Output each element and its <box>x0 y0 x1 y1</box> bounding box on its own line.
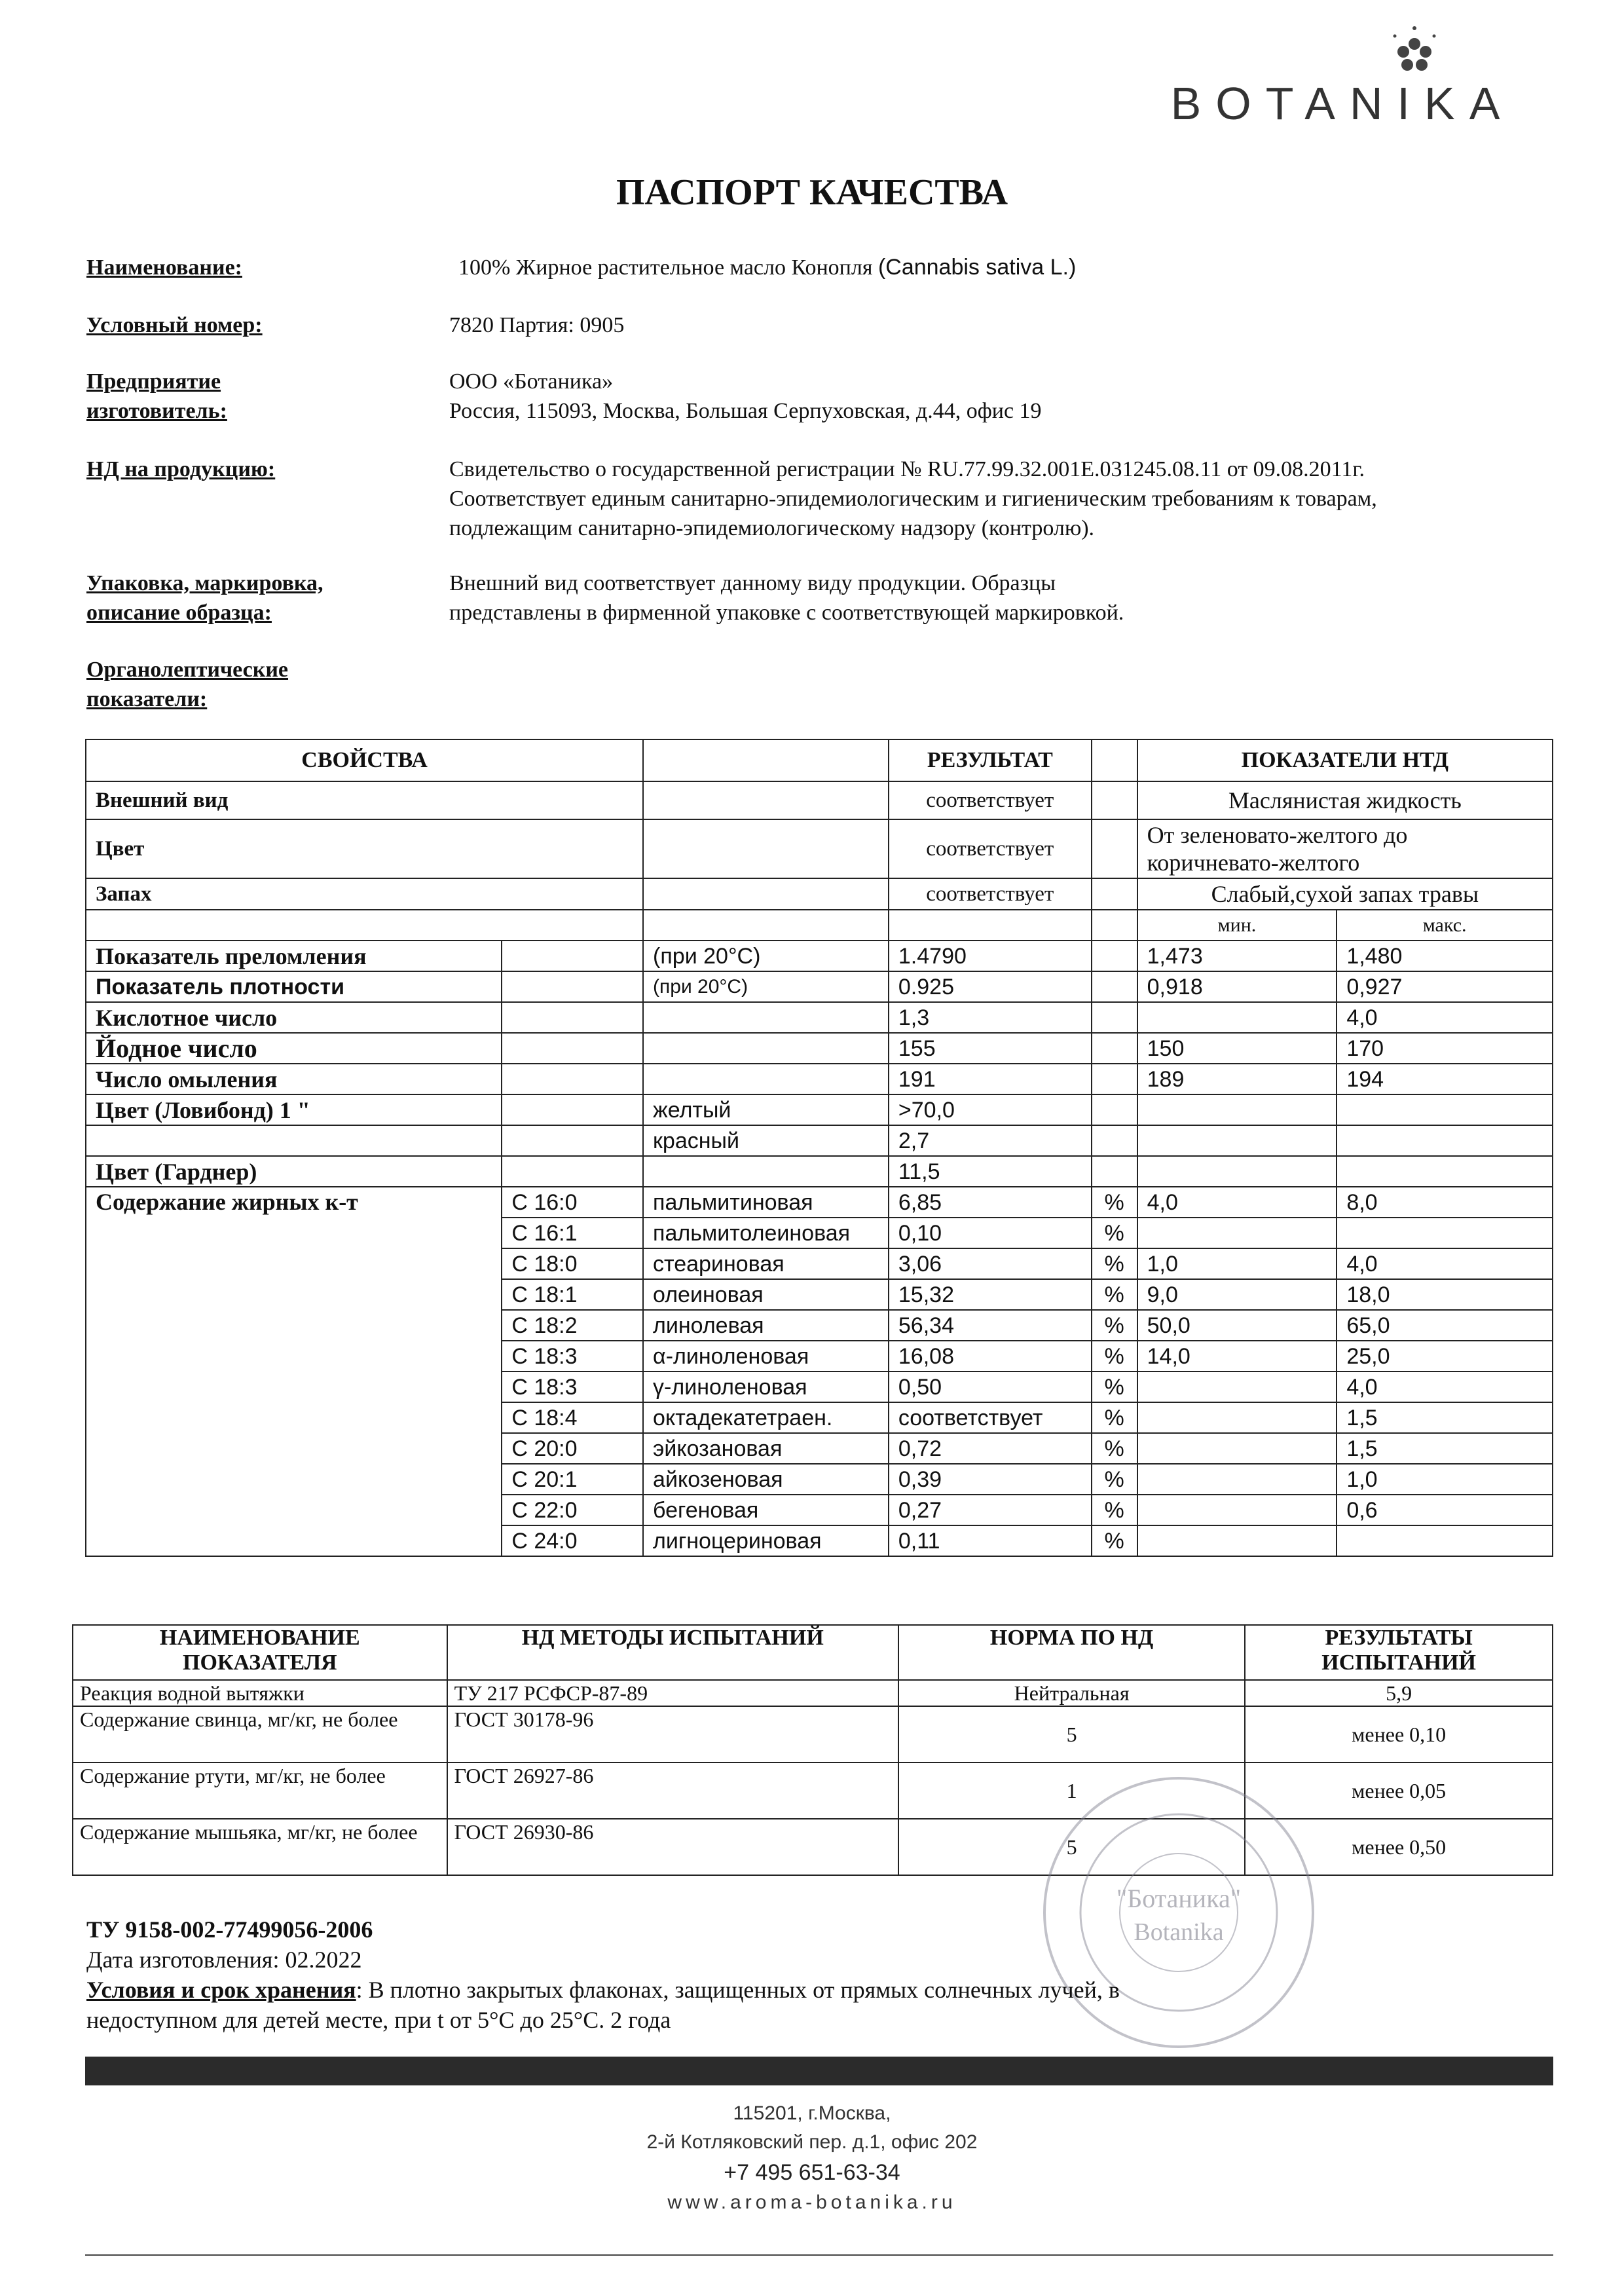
test-method: ГОСТ 26930-86 <box>447 1819 898 1875</box>
fatty-acid-row <box>86 1464 1553 1495</box>
test-result: менее 0,10 <box>1245 1706 1553 1763</box>
acid-result: 0,11 <box>889 1525 1092 1556</box>
appearance-ntd: Маслянистая жидкость <box>1137 781 1553 819</box>
color-label: Цвет <box>86 819 643 878</box>
acid-max: 18,0 <box>1337 1279 1553 1310</box>
fatty-acid-row <box>86 1310 1553 1341</box>
acid-name: α-линоленовая <box>643 1341 889 1371</box>
test-norm: 5 <box>898 1706 1245 1763</box>
density-label: Показатель плотности <box>86 971 502 1002</box>
percent-sign: % <box>1092 1187 1137 1218</box>
acid-max: 4,0 <box>1337 1248 1553 1279</box>
density-cond: (при 20°С) <box>643 971 889 1002</box>
acid-name: айкозеновая <box>643 1464 889 1495</box>
empty-cell <box>86 1310 502 1341</box>
max-header: макс. <box>1337 910 1553 941</box>
maker-label-2: изготовитель: <box>86 399 227 423</box>
density-max: 0,927 <box>1337 971 1553 1002</box>
organo-label-1: Органолептические <box>86 658 289 682</box>
empty-cell <box>86 1371 502 1402</box>
acid-min <box>1137 1402 1337 1433</box>
test-row <box>73 1763 1553 1819</box>
acid-min: 50,0 <box>1137 1310 1337 1341</box>
acid-result: 6,85 <box>889 1187 1092 1218</box>
acid-name: лигноцериновая <box>643 1525 889 1556</box>
test-norm: Нейтральная <box>898 1680 1245 1706</box>
test-result: менее 0,05 <box>1245 1763 1553 1819</box>
lovibond-yellow-result: >70,0 <box>889 1094 1092 1125</box>
acid-min: 4,0 <box>1137 1187 1337 1218</box>
header-properties: СВОЙСТВА <box>86 739 643 781</box>
name-value: 100% Жирное растительное масло Конопля (Cannabis sativa L.) <box>458 255 1077 280</box>
lovibond-label: Цвет (Ловибонд) 1 " <box>86 1094 502 1125</box>
test-row <box>73 1706 1553 1763</box>
name-label: Наименование: <box>86 255 242 280</box>
empty-cell <box>86 1464 502 1495</box>
refraction-min: 1,473 <box>1137 941 1337 971</box>
acid-result: 0,10 <box>889 1218 1092 1248</box>
address-line-1: 115201, г.Москва, <box>733 2102 891 2124</box>
test-method: ГОСТ 30178-96 <box>447 1706 898 1763</box>
empty-cell <box>86 1218 502 1248</box>
acid-name: бегеновая <box>643 1495 889 1525</box>
acid-min <box>1137 1464 1337 1495</box>
acid-min: 14,0 <box>1137 1341 1337 1371</box>
acid-code: С 24:0 <box>502 1525 643 1556</box>
test-name: Содержание мышьяка, мг/кг, не более <box>73 1819 447 1875</box>
acid-max <box>1337 1525 1553 1556</box>
acid-result: соответствует <box>889 1402 1092 1433</box>
percent-sign: % <box>1092 1248 1137 1279</box>
color-ntd: От зеленовато-желтого до коричневато-желтого <box>1137 819 1553 878</box>
brand-name: BOTANIKA <box>1170 78 1515 129</box>
percent-sign: % <box>1092 1341 1137 1371</box>
stamp-text: "Ботаника" <box>1116 1884 1242 1913</box>
percent-sign: % <box>1092 1310 1137 1341</box>
lovibond-red-result: 2,7 <box>889 1125 1092 1156</box>
acid-min <box>1137 1433 1337 1464</box>
acid-min: 1,0 <box>1137 1248 1337 1279</box>
percent-sign: % <box>1092 1525 1137 1556</box>
saponification-label: Число омыления <box>86 1064 502 1094</box>
company-stamp <box>1035 1768 1323 2057</box>
saponification-max: 194 <box>1337 1064 1553 1094</box>
acid-result: 0,39 <box>889 1464 1092 1495</box>
acid-label: Кислотное число <box>86 1002 502 1033</box>
manufacture-date: Дата изготовления: 02.2022 <box>86 1947 362 1973</box>
pack-value-1: Внешний вид соответствует данному виду продукции. Образцы <box>449 571 1056 595</box>
acid-code: С 20:1 <box>502 1464 643 1495</box>
nd-value-2: Соответствует единым санитарно-эпидемиологическим и гигиеническим требованиям к товарам, <box>449 487 1377 511</box>
acid-max: 8,0 <box>1337 1187 1553 1218</box>
gardner-result: 11,5 <box>889 1156 1092 1187</box>
fatty-acid-row <box>86 1187 1553 1218</box>
percent-sign: % <box>1092 1495 1137 1525</box>
pack-label-2: описание образца: <box>86 601 272 625</box>
acid-result: 0,50 <box>889 1371 1092 1402</box>
smell-label: Запах <box>86 878 643 910</box>
test-method: ТУ 217 РСФСР-87-89 <box>447 1680 898 1706</box>
acid-max <box>1337 1218 1553 1248</box>
acid-max: 65,0 <box>1337 1310 1553 1341</box>
tu-number: ТУ 9158-002-77499056-2006 <box>86 1916 373 1943</box>
tests-header-result: РЕЗУЛЬТАТЫ ИСПЫТАНИЙ <box>1245 1625 1553 1680</box>
acid-code: С 18:3 <box>502 1341 643 1371</box>
acid-max: 0,6 <box>1337 1495 1553 1525</box>
brand-logo <box>1133 20 1552 138</box>
fatty-acid-row <box>86 1371 1553 1402</box>
acid-code: С 16:1 <box>502 1218 643 1248</box>
density-result: 0.925 <box>889 971 1092 1002</box>
percent-sign: % <box>1092 1371 1137 1402</box>
acid-result: 1,3 <box>889 1002 1092 1033</box>
lovibond-yellow: желтый <box>643 1094 889 1125</box>
acid-name: олеиновая <box>643 1279 889 1310</box>
organo-label-2: показатели: <box>86 687 208 711</box>
test-name: Реакция водной вытяжки <box>73 1680 447 1706</box>
acid-name: пальмитолеиновая <box>643 1218 889 1248</box>
maker-value-1: ООО «Ботаника» <box>449 369 614 394</box>
test-row <box>73 1819 1553 1875</box>
acid-code: С 18:3 <box>502 1371 643 1402</box>
min-header: мин. <box>1137 910 1337 941</box>
test-method: ГОСТ 26927-86 <box>447 1763 898 1819</box>
acid-max: 25,0 <box>1337 1341 1553 1371</box>
test-result: 5,9 <box>1245 1680 1553 1706</box>
tests-header-norm: НОРМА ПО НД <box>898 1625 1245 1680</box>
footer-bar <box>85 2057 1553 2085</box>
nd-value-3: подлежащим санитарно-эпидемиологическому надзору (контролю). <box>449 516 1095 540</box>
refraction-cond: (при 20°С) <box>643 941 889 971</box>
fatty-acid-row <box>86 1525 1553 1556</box>
stamp-text-latin: Botanika <box>1134 1918 1224 1946</box>
lovibond-red: красный <box>643 1125 889 1156</box>
acid-name: стеариновая <box>643 1248 889 1279</box>
nd-value-1: Свидетельство о государственной регистрации № RU.77.99.32.001Е.031245.08.11 от 09.08.2011г. <box>449 457 1365 481</box>
fatty-acids-label: Содержание жирных к-т <box>86 1187 502 1218</box>
maker-label-1: Предприятие <box>86 369 221 394</box>
saponification-min: 189 <box>1137 1064 1337 1094</box>
smell-ntd: Слабый,сухой запах травы <box>1137 878 1553 910</box>
density-min: 0,918 <box>1137 971 1337 1002</box>
acid-min: 9,0 <box>1137 1279 1337 1310</box>
empty-cell <box>86 1341 502 1371</box>
acid-result: 16,08 <box>889 1341 1092 1371</box>
page-title: ПАСПОРТ КАЧЕСТВА <box>616 172 1008 213</box>
fatty-acid-row <box>86 1402 1553 1433</box>
acid-max: 4,0 <box>1337 1371 1553 1402</box>
nd-label: НД на продукцию: <box>86 457 276 481</box>
acid-name: линолевая <box>643 1310 889 1341</box>
percent-sign: % <box>1092 1402 1137 1433</box>
percent-sign: % <box>1092 1279 1137 1310</box>
acid-code: С 18:1 <box>502 1279 643 1310</box>
flower-icon <box>1133 20 1552 85</box>
empty-cell <box>86 1495 502 1525</box>
empty-cell <box>86 1248 502 1279</box>
saponification-result: 191 <box>889 1064 1092 1094</box>
tests-table <box>72 1624 1553 1876</box>
acid-max: 1,5 <box>1337 1402 1553 1433</box>
percent-sign: % <box>1092 1218 1137 1248</box>
acid-result: 0,27 <box>889 1495 1092 1525</box>
acid-name: октадекатетраен. <box>643 1402 889 1433</box>
empty-cell <box>86 1402 502 1433</box>
percent-sign: % <box>1092 1464 1137 1495</box>
test-norm: 5 <box>898 1819 1245 1875</box>
acid-max: 1,0 <box>1337 1464 1553 1495</box>
pack-label-1: Упаковка, маркировка, <box>86 571 323 595</box>
test-name: Содержание ртути, мг/кг, не более <box>73 1763 447 1819</box>
iodine-max: 170 <box>1337 1033 1553 1064</box>
empty-cell <box>86 1525 502 1556</box>
tests-header-name: НАИМЕНОВАНИЕ ПОКАЗАТЕЛЯ <box>73 1625 447 1680</box>
refraction-max: 1,480 <box>1337 941 1553 971</box>
iodine-result: 155 <box>889 1033 1092 1064</box>
website-link[interactable]: www.aroma-botanika.ru <box>667 2192 957 2213</box>
acid-code: С 18:4 <box>502 1402 643 1433</box>
acid-max: 1,5 <box>1337 1433 1553 1464</box>
acid-result: 3,06 <box>889 1248 1092 1279</box>
storage-line-2: недоступном для детей месте, при t от 5°С до 25°С. 2 года <box>86 2007 671 2033</box>
acid-name: эйкозановая <box>643 1433 889 1464</box>
code-label: Условный номер: <box>86 313 263 337</box>
maker-value-2: Россия, 115093, Москва, Большая Серпуховская, д.44, офис 19 <box>449 399 1042 423</box>
appearance-label: Внешний вид <box>86 781 643 819</box>
address-line-2: 2-й Котляковский пер. д.1, офис 202 <box>646 2131 978 2153</box>
acid-result: 0,72 <box>889 1433 1092 1464</box>
storage-line-1: Условия и срок хранения: В плотно закрытых флаконах, защищенных от прямых солнечных лучей, в <box>86 1977 1120 2003</box>
fatty-acid-row <box>86 1218 1553 1248</box>
test-name: Содержание свинца, мг/кг, не более <box>73 1706 447 1763</box>
fatty-acid-row <box>86 1433 1553 1464</box>
fatty-acid-row <box>86 1341 1553 1371</box>
acid-code: С 22:0 <box>502 1495 643 1525</box>
color-result: соответствует <box>889 819 1092 878</box>
refraction-result: 1.4790 <box>889 941 1092 971</box>
fatty-acid-row <box>86 1495 1553 1525</box>
fatty-acid-row <box>86 1279 1553 1310</box>
acid-code: С 18:0 <box>502 1248 643 1279</box>
acid-min <box>1137 1371 1337 1402</box>
properties-table <box>85 739 1553 1557</box>
acid-max: 4,0 <box>1337 1002 1553 1033</box>
footer-line <box>85 2254 1553 2256</box>
pack-value-2: представлены в фирменной упаковке с соответствующей маркировкой. <box>449 601 1124 625</box>
refraction-label: Показатель преломления <box>86 941 502 971</box>
acid-result: 15,32 <box>889 1279 1092 1310</box>
acid-result: 56,34 <box>889 1310 1092 1341</box>
empty-cell <box>86 1279 502 1310</box>
empty-cell <box>86 1433 502 1464</box>
acid-code: С 18:2 <box>502 1310 643 1341</box>
acid-min <box>1137 1525 1337 1556</box>
code-value: 7820 Партия: 0905 <box>449 313 625 337</box>
percent-sign: % <box>1092 1433 1137 1464</box>
acid-min <box>1137 1495 1337 1525</box>
test-result: менее 0,50 <box>1245 1819 1553 1875</box>
acid-name: γ-линоленовая <box>643 1371 889 1402</box>
phone: +7 495 651-63-34 <box>724 2160 900 2185</box>
gardner-label: Цвет (Гарднер) <box>86 1156 502 1187</box>
test-row <box>73 1680 1553 1706</box>
test-norm: 1 <box>898 1763 1245 1819</box>
acid-name: пальмитиновая <box>643 1187 889 1218</box>
header-result: РЕЗУЛЬТАТ <box>889 739 1092 781</box>
tests-header-method: НД МЕТОДЫ ИСПЫТАНИЙ <box>447 1625 898 1680</box>
fatty-acid-row <box>86 1248 1553 1279</box>
acid-code: С 16:0 <box>502 1187 643 1218</box>
header-ntd: ПОКАЗАТЕЛИ НТД <box>1137 739 1553 781</box>
appearance-result: соответствует <box>889 781 1092 819</box>
smell-result: соответствует <box>889 878 1092 910</box>
acid-min <box>1137 1218 1337 1248</box>
iodine-min: 150 <box>1137 1033 1337 1064</box>
iodine-label: Йодное число <box>86 1033 502 1064</box>
acid-code: С 20:0 <box>502 1433 643 1464</box>
